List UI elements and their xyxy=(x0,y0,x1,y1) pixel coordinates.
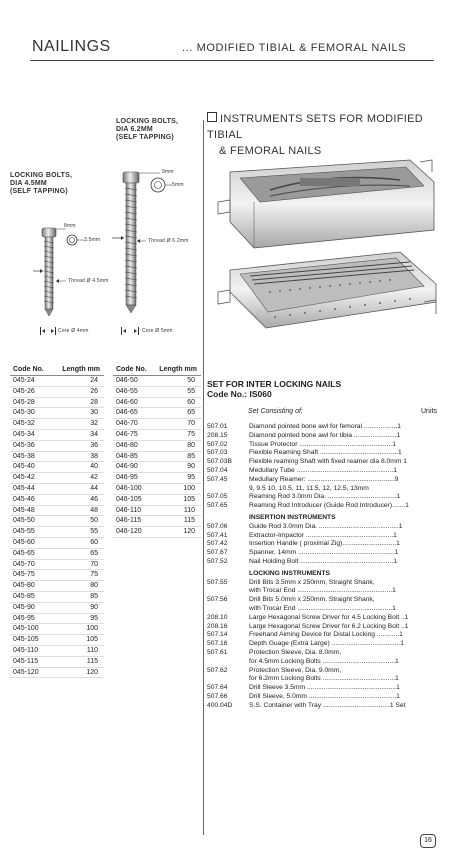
item-description: Drill Bits 5.0mm x 250mm, Straight Shank, xyxy=(249,596,375,604)
item-code: 507.03B xyxy=(207,458,232,466)
table-row xyxy=(10,516,104,527)
column-header-length: Length mm xyxy=(153,363,201,376)
length-cell: 36 xyxy=(52,440,104,451)
table-row xyxy=(113,462,201,473)
code-cell: 045-100 xyxy=(10,624,52,635)
table-row xyxy=(10,602,104,613)
bolt-45-head-dia: 3.5mm xyxy=(84,237,101,243)
section-title: NAILINGS xyxy=(32,38,111,55)
item-code: 507.05 xyxy=(207,493,228,501)
item-description: Medullary Tube ....................................................1 xyxy=(249,466,397,474)
table-row xyxy=(10,429,104,440)
item-description: Freehand Aiming Device for Distal Locking ............1 xyxy=(249,631,403,639)
length-cell: 95 xyxy=(153,473,201,484)
code-cell: 045-38 xyxy=(10,451,52,462)
table-row xyxy=(10,537,104,548)
length-cell: 110 xyxy=(153,505,201,516)
table-row xyxy=(113,505,201,516)
table-row xyxy=(10,419,104,430)
code-cell: 045-42 xyxy=(10,473,52,484)
table-row xyxy=(113,516,201,527)
length-cell: 55 xyxy=(52,527,104,538)
list-item xyxy=(207,587,447,596)
code-cell: 045-28 xyxy=(10,397,52,408)
code-cell: 046-105 xyxy=(113,494,153,505)
length-cell: 120 xyxy=(153,527,201,538)
code-cell: 045-55 xyxy=(10,527,52,538)
bolt-46-length-table xyxy=(113,363,201,538)
list-item xyxy=(207,684,447,693)
item-code xyxy=(207,675,249,684)
code-cell: 045-110 xyxy=(10,645,52,656)
length-cell: 44 xyxy=(52,483,104,494)
item-description: Insertion Handle ( proximal Zig).............................1 xyxy=(249,540,400,548)
table-row xyxy=(10,397,104,408)
code-cell: 045-40 xyxy=(10,462,52,473)
item-code xyxy=(207,485,249,494)
code-cell: 045-90 xyxy=(10,602,52,613)
units-heading: Units xyxy=(421,408,437,415)
column-divider xyxy=(203,120,204,835)
item-code: 208.16 xyxy=(207,622,228,630)
table-row xyxy=(10,591,104,602)
table-row xyxy=(10,376,104,387)
list-item xyxy=(207,640,447,649)
list-item xyxy=(207,649,447,658)
list-item xyxy=(207,605,447,614)
table-row xyxy=(10,581,104,592)
table-row xyxy=(10,505,104,516)
code-cell: 045-95 xyxy=(10,613,52,624)
code-cell: 046-120 xyxy=(113,527,153,538)
code-cell: 045-36 xyxy=(10,440,52,451)
table-row xyxy=(113,386,201,397)
table-row xyxy=(10,440,104,451)
item-description: Drill Sleeve 3.5mm ................................................1 xyxy=(249,684,400,692)
item-description: Reaming Rod Introducer (Guide Rod Introducer).......1 xyxy=(249,502,409,510)
code-cell: 045-70 xyxy=(10,559,52,570)
set-title: SET FOR INTER LOCKING NAILS xyxy=(207,379,342,389)
item-code: 507.01 xyxy=(207,423,228,430)
bolt-62-label: LOCKING BOLTS, DIA 6.2MM (SELF TAPPING) xyxy=(116,118,179,141)
section-locking-instruments: LOCKING INSTRUMENTS xyxy=(249,569,330,577)
table-row xyxy=(113,483,201,494)
table-header-row xyxy=(113,363,201,376)
table-row xyxy=(10,527,104,538)
table-row xyxy=(10,559,104,570)
list-item xyxy=(207,532,447,541)
table-row xyxy=(10,473,104,484)
code-cell: 046-115 xyxy=(113,516,153,527)
length-cell: 40 xyxy=(52,462,104,473)
length-cell: 70 xyxy=(153,419,201,430)
length-cell: 26 xyxy=(52,386,104,397)
code-cell: 046-110 xyxy=(113,505,153,516)
item-code: 507.65 xyxy=(207,502,228,510)
item-code: 208.10 xyxy=(207,613,228,621)
length-cell: 46 xyxy=(52,494,104,505)
item-description: Spanner, 14mm ....................................................1 xyxy=(249,549,399,557)
list-item xyxy=(207,449,447,458)
code-cell: 045-50 xyxy=(10,516,52,527)
length-cell: 75 xyxy=(52,570,104,581)
list-item xyxy=(207,502,447,511)
list-item xyxy=(207,432,447,441)
code-cell: 045-85 xyxy=(10,591,52,602)
item-code: 507.52 xyxy=(207,557,228,565)
length-cell: 90 xyxy=(52,602,104,613)
length-cell: 60 xyxy=(52,537,104,548)
bolt-45-thread: Thread Ø 4.5mm xyxy=(68,278,109,284)
length-cell: 85 xyxy=(153,451,201,462)
code-cell: 046-70 xyxy=(113,419,153,430)
bolt-62-head-length: 9mm xyxy=(162,169,174,175)
length-cell: 60 xyxy=(153,397,201,408)
bolt-62-core: Core Ø 5mm xyxy=(142,328,173,334)
list-item xyxy=(207,702,447,711)
column-header-code: Code No. xyxy=(113,363,153,376)
code-cell: 045-115 xyxy=(10,656,52,667)
list-item xyxy=(207,658,447,667)
length-cell: 100 xyxy=(52,624,104,635)
code-cell: 045-120 xyxy=(10,667,52,678)
list-item xyxy=(207,540,447,549)
list-item xyxy=(207,441,447,450)
item-description: with Trocar End ...................................................1 xyxy=(249,587,396,595)
table-row xyxy=(10,613,104,624)
list-item xyxy=(207,423,447,432)
code-cell: 046-50 xyxy=(113,376,153,387)
item-description: Protection Sleeve, Dia. 9.0mm, xyxy=(249,666,342,674)
item-code: 507.45 xyxy=(207,475,228,483)
length-cell: 50 xyxy=(52,516,104,527)
length-cell: 28 xyxy=(52,397,104,408)
code-cell: 045-30 xyxy=(10,408,52,419)
length-cell: 90 xyxy=(153,462,201,473)
length-cell: 24 xyxy=(52,376,104,387)
item-code: 507.42 xyxy=(207,540,228,548)
instruments-title-line2: & FEMORAL NAILS xyxy=(219,145,322,157)
code-cell: 045-105 xyxy=(10,635,52,646)
item-code: 507.41 xyxy=(207,531,228,539)
bolt-45-label: LOCKING BOLTS, DIA 4.5MM (SELF TAPPING) xyxy=(10,172,73,195)
set-items-list xyxy=(207,423,447,711)
table-header-row xyxy=(10,363,104,376)
item-code: 507.64 xyxy=(207,684,228,692)
code-cell: 045-48 xyxy=(10,505,52,516)
item-description: Extractor-Impactor ...............................................1 xyxy=(249,531,397,539)
code-cell: 046-55 xyxy=(113,386,153,397)
table-row xyxy=(113,419,201,430)
code-cell: 046-60 xyxy=(113,397,153,408)
item-description: Drill Sleeve, 5.0mm ...............................................1 xyxy=(249,692,400,700)
code-cell: 045-75 xyxy=(10,570,52,581)
code-cell: 046-65 xyxy=(113,408,153,419)
table-row xyxy=(113,429,201,440)
section-insertion-instruments: INSERTION INSTRUMENTS xyxy=(249,513,336,521)
page-number: 16 xyxy=(420,834,436,848)
list-item xyxy=(207,467,447,476)
bolt-62-thread: Thread Ø 6.2mm xyxy=(148,238,189,244)
item-description: Diamond pointed bone awl for femoral ..................1 xyxy=(249,423,402,430)
length-cell: 105 xyxy=(153,494,201,505)
table-row xyxy=(10,494,104,505)
table-row xyxy=(10,462,104,473)
item-description: for 6.2mm Locking Bolts .......................................1 xyxy=(249,675,399,683)
table-row xyxy=(113,376,201,387)
item-code xyxy=(207,605,249,614)
instrument-tray-image xyxy=(210,152,438,340)
code-cell: 045-44 xyxy=(10,483,52,494)
bolt-62-head-dia: 5mm xyxy=(172,182,184,188)
code-cell: 046-80 xyxy=(113,440,153,451)
length-cell: 115 xyxy=(52,656,104,667)
item-description: 9, 9.5 10, 10.5, 11, 11.5, 12, 12.5, 13mm xyxy=(249,484,369,492)
bolt-62-drawing xyxy=(112,172,172,335)
length-cell: 70 xyxy=(52,559,104,570)
length-cell: 95 xyxy=(52,613,104,624)
item-code: 507.67 xyxy=(207,549,228,557)
item-code: 507.62 xyxy=(207,666,228,674)
item-description: Flexible reaming Shaft with fixed reamer dia 8.0mm 1 xyxy=(249,458,407,466)
item-description: Flexible Reaming Shaft ..........................................1 xyxy=(249,449,402,457)
item-code: 507.55 xyxy=(207,578,228,586)
code-cell: 046-90 xyxy=(113,462,153,473)
table-row xyxy=(10,645,104,656)
code-cell: 046-100 xyxy=(113,483,153,494)
item-description: Large Hexagonal Screw Driver for 4.5 Locking Bolt ..1 xyxy=(249,613,409,621)
bolt-45-head-length: 8mm xyxy=(64,223,76,229)
length-cell: 38 xyxy=(52,451,104,462)
table-row xyxy=(10,451,104,462)
table-row xyxy=(10,624,104,635)
item-code: 507.03 xyxy=(207,449,228,457)
item-code: 400.04D xyxy=(207,701,233,709)
set-consisting-heading: Set Consisting of: xyxy=(248,408,303,415)
item-description: S.S. Container with Tray ....................................1 Set xyxy=(249,701,406,709)
table-row xyxy=(10,656,104,667)
item-code: 507.56 xyxy=(207,596,228,604)
item-description: Protection Sleeve, Dia. 8.0mm, xyxy=(249,648,342,656)
table-row xyxy=(113,408,201,419)
code-cell: 045-26 xyxy=(10,386,52,397)
item-code xyxy=(207,658,249,667)
item-code: 507.61 xyxy=(207,648,228,656)
item-description: Drill Bits 3.5mm x 250mm, Straight Shank, xyxy=(249,578,375,586)
code-cell: 045-80 xyxy=(10,581,52,592)
instruments-title-line1: INSTRUMENTS SETS FOR MODIFIED TIBIAL xyxy=(207,113,424,141)
length-cell: 32 xyxy=(52,419,104,430)
bolt-45-core: Core Ø 4mm xyxy=(58,328,89,334)
length-cell: 110 xyxy=(52,645,104,656)
list-item xyxy=(207,579,447,588)
code-cell: 046-75 xyxy=(113,429,153,440)
table-row xyxy=(113,451,201,462)
item-code: 507.04 xyxy=(207,466,228,474)
item-description: Large Hexagonal Screw Driver for 6.2 Locking Bolt ..1 xyxy=(249,622,409,630)
column-header-code: Code No. xyxy=(10,363,52,376)
code-cell: 046-85 xyxy=(113,451,153,462)
code-cell: 045-34 xyxy=(10,429,52,440)
length-cell: 115 xyxy=(153,516,201,527)
length-cell: 65 xyxy=(52,548,104,559)
table-row xyxy=(10,667,104,678)
list-item xyxy=(207,493,447,502)
item-description: with Trocar End ...................................................1 xyxy=(249,604,396,612)
length-cell: 120 xyxy=(52,667,104,678)
column-header-length: Length mm xyxy=(52,363,104,376)
item-code: 507.66 xyxy=(207,692,228,700)
item-code: 507.16 xyxy=(207,640,228,648)
list-item xyxy=(207,558,447,567)
length-cell: 65 xyxy=(153,408,201,419)
list-item xyxy=(207,458,447,467)
list-item xyxy=(207,476,447,485)
code-cell: 045-24 xyxy=(10,376,52,387)
item-description: Reaming Rod 3.0mm Dia. .....................................1 xyxy=(249,493,401,501)
list-item xyxy=(207,675,447,684)
list-item xyxy=(207,631,447,640)
item-code xyxy=(207,587,249,596)
code-cell: 045-60 xyxy=(10,537,52,548)
code-cell: 045-32 xyxy=(10,419,52,430)
table-row xyxy=(113,527,201,538)
table-row xyxy=(10,635,104,646)
code-cell: 046-95 xyxy=(113,473,153,484)
table-row xyxy=(10,548,104,559)
length-cell: 80 xyxy=(153,440,201,451)
item-code: 507.02 xyxy=(207,440,228,448)
item-description: Guide Rod 3.0mm Dia. ...........................................1 xyxy=(249,522,403,530)
list-item xyxy=(207,693,447,702)
length-cell: 105 xyxy=(52,635,104,646)
item-description: for 4.5mm Locking Bolts .......................................1 xyxy=(249,657,399,665)
table-row xyxy=(113,494,201,505)
code-cell: 045-46 xyxy=(10,494,52,505)
item-description: Medullary Reamer: ...............................................9 xyxy=(249,475,399,483)
table-row xyxy=(10,386,104,397)
item-code: 507.06 xyxy=(207,522,228,530)
list-item xyxy=(207,485,447,494)
item-description: Nail Holding Bolt ..................................................1 xyxy=(249,557,397,565)
length-cell: 50 xyxy=(153,376,201,387)
length-cell: 100 xyxy=(153,483,201,494)
set-code: Code No.: IS060 xyxy=(207,389,272,399)
list-item xyxy=(207,523,447,532)
set-title-block xyxy=(207,379,341,399)
length-cell: 80 xyxy=(52,581,104,592)
page-subtitle: ... MODIFIED TIBIAL & FEMORAL NAILS xyxy=(182,42,407,54)
item-description: Diamond pointed bone awl for tibia .......................1 xyxy=(249,431,401,439)
list-item xyxy=(207,667,447,676)
length-cell: 75 xyxy=(153,429,201,440)
code-cell: 045-65 xyxy=(10,548,52,559)
table-row xyxy=(10,570,104,581)
length-cell: 42 xyxy=(52,473,104,484)
length-cell: 85 xyxy=(52,591,104,602)
table-row xyxy=(10,483,104,494)
item-code: 208.15 xyxy=(207,431,228,439)
list-item xyxy=(207,596,447,605)
checkbox-square-icon xyxy=(207,112,217,122)
length-cell: 34 xyxy=(52,429,104,440)
length-cell: 55 xyxy=(153,386,201,397)
locking-bolts-illustration xyxy=(0,0,205,345)
list-item xyxy=(207,623,447,632)
bolt-45-length-table xyxy=(10,363,104,678)
table-row xyxy=(113,473,201,484)
length-cell: 30 xyxy=(52,408,104,419)
item-code: 507.14 xyxy=(207,631,228,639)
list-item xyxy=(207,614,447,623)
item-description: Tissue Protector ..................................................1 xyxy=(249,440,396,448)
table-row xyxy=(10,408,104,419)
item-description: Depth Guage (Extra Large) .....................................1 xyxy=(249,640,404,648)
table-row xyxy=(113,397,201,408)
length-cell: 48 xyxy=(52,505,104,516)
table-row xyxy=(113,440,201,451)
list-item xyxy=(207,549,447,558)
